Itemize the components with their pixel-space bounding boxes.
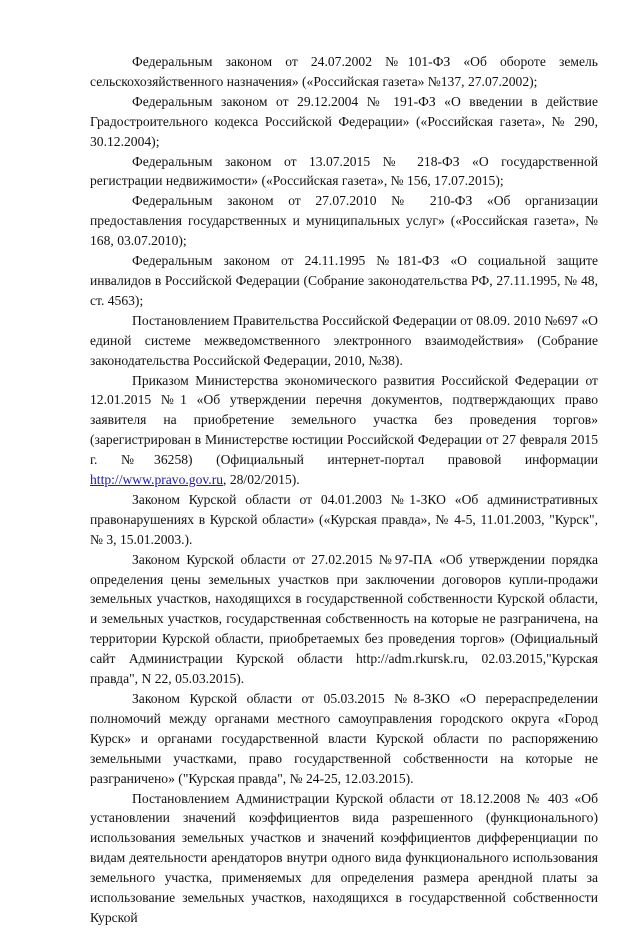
legal-reference-paragraph: Постановлением Администрации Курской области от 18.12.2008 № 403 «Об установлении значений коэффициентов вида разрешенного (функционального) использования земельных участков и значений коэффициентов дифференциации по видам деятельности арендаторов внутри одного вида функционального использования земельного участка, применяемых для определения размера арендной платы за использование земельных участков, находящихся в государственной собственности Курской: [90, 790, 598, 925]
legal-reference-paragraph: Федеральным законом от 13.07.2015 № 218-ФЗ «О государственной регистрации недвижимости» («Российская газета», № 156, 17.07.2015);: [90, 153, 598, 189]
pravo-gov-link[interactable]: http://www.pravo.gov.ru: [90, 472, 224, 488]
legal-reference-paragraph: Федеральным законом от 24.11.1995 №181-ФЗ «О социальной защите инвалидов в Российской Федерации (Собрание законодательства РФ, 27.11.1995, № 48, ст. 4563);: [90, 253, 598, 308]
legal-reference-paragraph: Законом Курской области от 27.02.2015 №97-ПА «Об утверждении порядка определения цены земельных участков при заключении договоров купли-продажи земельных участков, находящихся в государственной собственности Курской области, и земельных участков, государственная собственность на которые не разграничена, на территории Курской области, приобретаемых без проведения торгов» (Официальный сайт Администрации Курской области http://adm.rkursk.ru, 02.03.2015,"Курская правда", N 22, 05.03.2015).: [90, 551, 598, 687]
document-page: [90, 52, 598, 928]
paragraph-text: , 28/02/2015).: [223, 472, 300, 488]
legal-reference-paragraph: Законом Курской области от 04.01.2003 №1-ЗКО «Об административных правонарушениях в Курской области» («Курская правда», № 4-5, 11.01.2003, "Курск", № 3, 15.01.2003.).: [90, 491, 598, 547]
paragraph-text: Приказом Министерства экономического развития Российской Федерации от 12.01.2015 №1 «Об утверждении перечня документов, подтверждающих право заявителя на приобретение земельного участка без проведения торгов» (зарегистрирован в Министерстве юстиции Российской Федерации от 27 февраля 2015 г. №36258) (Официальный интернет-портал правовой информации: [90, 372, 598, 468]
legal-reference-paragraph: Законом Курской области от 05.03.2015 №8-ЗКО «О перераспределении полномочий между органами местного самоуправления городского округа «Город Курск» и органами государственной власти Курской области по распоряжению земельными участками, право государственной собственности на которые не разграничено» ("Курская правда", № 24-25, 12.03.2015).: [90, 691, 598, 786]
legal-reference-paragraph: Постановлением Правительства Российской Федерации от 08.09. 2010 №697 «О единой системе межведомственного электронного взаимодействия» (Собрание законодательства Российской Федерации, 2010, №38).: [90, 312, 598, 368]
legal-reference-paragraph: Федеральным законом от 27.07.2010 № 210-ФЗ «Об организации предоставления государственных и муниципальных услуг» («Российская газета», № 168, 03.07.2010);: [90, 193, 598, 249]
legal-reference-paragraph: Федеральным законом от 24.07.2002 №101-ФЗ «Об обороте земель сельскохозяйственного назначения» («Российская газета» №137, 27.07.2002);: [90, 54, 598, 89]
legal-reference-paragraph: [90, 371, 598, 490]
legal-reference-paragraph: Федеральным законом от 29.12.2004 № 191-ФЗ «О введении в действие Градостроительного кодекса Российской Федерации» («Российская газета», № 290, 30.12.2004);: [90, 93, 598, 149]
